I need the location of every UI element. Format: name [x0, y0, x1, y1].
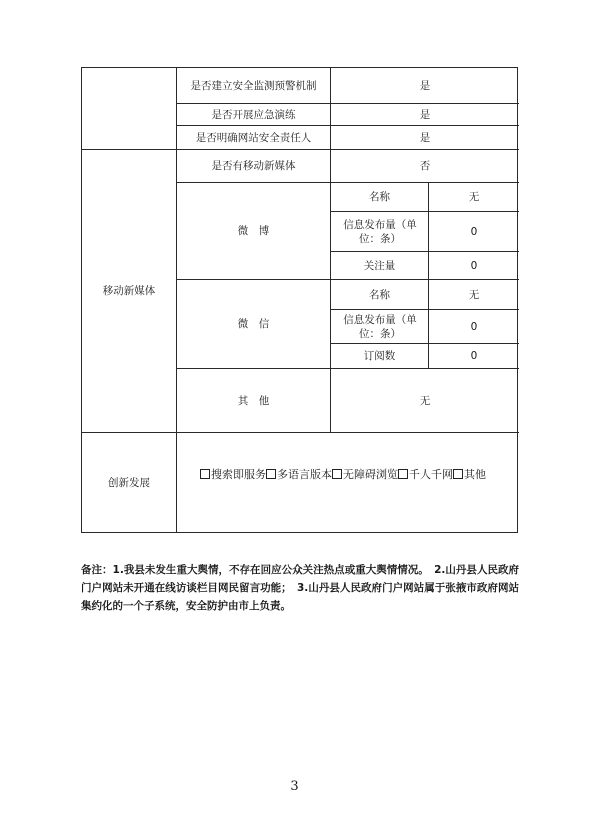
value-emergency-drill: 是 — [419, 108, 431, 121]
weixin-name-label: 名称 — [369, 288, 390, 301]
weixin-posts-label: 信息发布量（单位：条） — [343, 313, 417, 340]
option-personalized[interactable]: 千人千网 — [398, 466, 453, 482]
weixin-subscribe-value: 0 — [470, 350, 478, 362]
value-security-officer: 是 — [419, 131, 431, 144]
innovation-options — [200, 466, 486, 482]
label-monitoring-warning: 是否建立安全监测预警机制 — [190, 79, 317, 92]
value-monitoring-warning: 是 — [419, 79, 431, 92]
label-has-mobile-media: 是否有移动新媒体 — [211, 160, 296, 172]
option-other[interactable]: 其他 — [453, 466, 486, 482]
weixin-posts-value: 0 — [470, 320, 478, 333]
page-number: 3 — [290, 779, 299, 794]
section-innovation: 创新发展 — [108, 477, 150, 489]
weibo-posts-label: 信息发布量（单位：条） — [343, 218, 417, 245]
weixin-name-value: 无 — [468, 288, 480, 301]
label-security-officer: 是否明确网站安全责任人 — [195, 131, 312, 144]
label-emergency-drill: 是否开展应急演练 — [211, 108, 296, 121]
option-multilingual[interactable]: 多语言版本 — [266, 466, 332, 482]
checkbox-icon[interactable] — [398, 469, 408, 479]
option-accessibility[interactable]: 无障碍浏览 — [332, 466, 398, 482]
report-table — [81, 67, 518, 533]
weixin-subscribe-label: 订阅数 — [363, 350, 396, 362]
option-search-service[interactable]: 搜索即服务 — [200, 466, 266, 482]
weibo-follow-label: 关注量 — [363, 259, 396, 272]
value-has-mobile-media: 否 — [419, 160, 431, 172]
weibo-name-value: 无 — [468, 191, 480, 203]
weibo-follow-value: 0 — [470, 259, 478, 272]
checkbox-icon[interactable] — [200, 469, 210, 479]
checkbox-icon[interactable] — [453, 469, 463, 479]
checkbox-icon[interactable] — [332, 469, 342, 479]
weibo-name-label: 名称 — [369, 191, 390, 203]
value-other-media: 无 — [419, 394, 431, 407]
label-weibo: 微 博 — [237, 225, 270, 237]
label-weixin: 微 信 — [237, 318, 270, 330]
label-other-media: 其 他 — [237, 394, 270, 407]
checkbox-icon[interactable] — [266, 469, 276, 479]
section-mobile-media: 移动新媒体 — [102, 285, 156, 297]
remarks-note: 备注：1.我县未发生重大舆情，不存在回应公众关注热点或重大舆情情况。 2.山丹县人民政府门户网站未开通在线访谈栏目网民留言功能； 3.山丹县人民政府门户网站属于张掖市政府网站集约化的一个子系统，安全防护由市上负责。 — [81, 564, 519, 612]
weibo-posts-value: 0 — [470, 225, 478, 238]
